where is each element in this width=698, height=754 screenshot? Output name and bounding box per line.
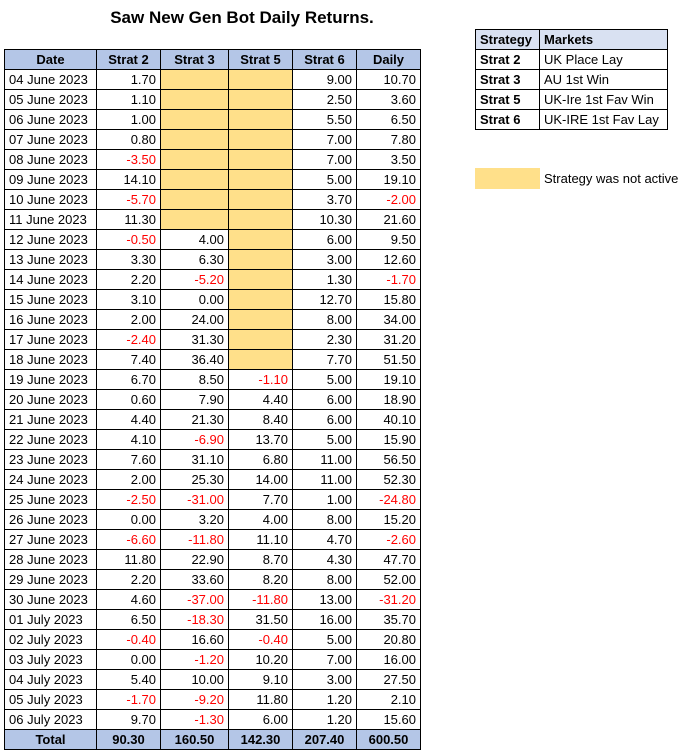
value-cell: -31.20 xyxy=(357,590,421,610)
table-row xyxy=(5,290,421,310)
table-row xyxy=(5,550,421,570)
date-cell: 05 June 2023 xyxy=(5,90,97,110)
sheet-title: Saw New Gen Bot Daily Returns. xyxy=(110,8,374,27)
value-cell: 2.00 xyxy=(97,310,161,330)
date-cell: 11 June 2023 xyxy=(5,210,97,230)
value-cell: 4.40 xyxy=(97,410,161,430)
value-cell xyxy=(229,70,293,90)
date-cell: 19 June 2023 xyxy=(5,370,97,390)
value-cell: 6.70 xyxy=(97,370,161,390)
value-cell: 51.50 xyxy=(357,350,421,370)
table-row xyxy=(5,410,421,430)
value-cell: 18.90 xyxy=(357,390,421,410)
table-row xyxy=(5,250,421,270)
value-cell: 6.00 xyxy=(293,230,357,250)
value-cell: 4.10 xyxy=(97,430,161,450)
value-cell: 15.60 xyxy=(357,710,421,730)
column-header: Strat 3 xyxy=(161,50,229,70)
table-row xyxy=(5,610,421,630)
table-row xyxy=(5,430,421,450)
value-cell: 21.30 xyxy=(161,410,229,430)
value-cell: 20.80 xyxy=(357,630,421,650)
value-cell: 21.60 xyxy=(357,210,421,230)
value-cell: 3.20 xyxy=(161,510,229,530)
value-cell xyxy=(161,210,229,230)
value-cell: 0.80 xyxy=(97,130,161,150)
value-cell: 6.00 xyxy=(293,410,357,430)
value-cell: -1.70 xyxy=(97,690,161,710)
value-cell: -6.90 xyxy=(161,430,229,450)
value-cell: -5.20 xyxy=(161,270,229,290)
value-cell: 7.40 xyxy=(97,350,161,370)
value-cell: 27.50 xyxy=(357,670,421,690)
value-cell: 16.00 xyxy=(357,650,421,670)
column-header: Strat 2 xyxy=(97,50,161,70)
total-value: 142.30 xyxy=(229,730,293,750)
table-row xyxy=(5,310,421,330)
value-cell: 22.90 xyxy=(161,550,229,570)
value-cell: 9.10 xyxy=(229,670,293,690)
strategy-code: Strat 5 xyxy=(476,90,540,110)
value-cell: -6.60 xyxy=(97,530,161,550)
value-cell: 1.00 xyxy=(97,110,161,130)
date-cell: 09 June 2023 xyxy=(5,170,97,190)
date-cell: 22 June 2023 xyxy=(5,430,97,450)
date-cell: 06 June 2023 xyxy=(5,110,97,130)
value-cell: 40.10 xyxy=(357,410,421,430)
value-cell: 9.00 xyxy=(293,70,357,90)
column-header: Strat 6 xyxy=(293,50,357,70)
value-cell: 7.00 xyxy=(293,650,357,670)
value-cell: 13.00 xyxy=(293,590,357,610)
value-cell: 3.10 xyxy=(97,290,161,310)
value-cell: 11.80 xyxy=(97,550,161,570)
value-cell: 6.00 xyxy=(229,710,293,730)
value-cell: 4.40 xyxy=(229,390,293,410)
value-cell: 3.00 xyxy=(293,250,357,270)
date-cell: 17 June 2023 xyxy=(5,330,97,350)
legend-row xyxy=(476,90,668,110)
value-cell: 8.00 xyxy=(293,310,357,330)
value-cell: 12.70 xyxy=(293,290,357,310)
date-cell: 14 June 2023 xyxy=(5,270,97,290)
value-cell xyxy=(161,190,229,210)
table-row xyxy=(5,630,421,650)
table-row xyxy=(5,150,421,170)
table-row xyxy=(5,210,421,230)
value-cell: 56.50 xyxy=(357,450,421,470)
date-cell: 24 June 2023 xyxy=(5,470,97,490)
table-row xyxy=(5,170,421,190)
value-cell: 47.70 xyxy=(357,550,421,570)
value-cell: 2.50 xyxy=(293,90,357,110)
total-value: 207.40 xyxy=(293,730,357,750)
value-cell: -31.00 xyxy=(161,490,229,510)
value-cell: 6.50 xyxy=(97,610,161,630)
date-cell: 04 July 2023 xyxy=(5,670,97,690)
value-cell: 31.20 xyxy=(357,330,421,350)
value-cell: 1.70 xyxy=(97,70,161,90)
total-value: 90.30 xyxy=(97,730,161,750)
value-cell xyxy=(229,290,293,310)
table-row xyxy=(5,270,421,290)
date-cell: 30 June 2023 xyxy=(5,590,97,610)
value-cell: 0.00 xyxy=(161,290,229,310)
value-cell xyxy=(161,150,229,170)
legend-header-row xyxy=(476,30,668,50)
market-name: UK Place Lay xyxy=(540,50,668,70)
inactive-swatch xyxy=(475,168,540,189)
market-name: AU 1st Win xyxy=(540,70,668,90)
total-value: 160.50 xyxy=(161,730,229,750)
value-cell: -11.80 xyxy=(161,530,229,550)
value-cell xyxy=(229,210,293,230)
value-cell: -2.00 xyxy=(357,190,421,210)
column-header: Strat 5 xyxy=(229,50,293,70)
table-row xyxy=(5,110,421,130)
returns-header-row xyxy=(5,50,421,70)
value-cell: 8.00 xyxy=(293,510,357,530)
strategy-code: Strat 3 xyxy=(476,70,540,90)
inactive-legend-text: Strategy was not active xyxy=(544,171,679,186)
value-cell: 2.00 xyxy=(97,470,161,490)
value-cell: -1.70 xyxy=(357,270,421,290)
value-cell: 6.80 xyxy=(229,450,293,470)
value-cell: -9.20 xyxy=(161,690,229,710)
value-cell: 52.30 xyxy=(357,470,421,490)
total-value: 600.50 xyxy=(357,730,421,750)
date-cell: 08 June 2023 xyxy=(5,150,97,170)
value-cell: 6.30 xyxy=(161,250,229,270)
value-cell: 3.00 xyxy=(293,670,357,690)
value-cell: 6.50 xyxy=(357,110,421,130)
value-cell: 7.60 xyxy=(97,450,161,470)
legend-row xyxy=(476,110,668,130)
value-cell: -0.40 xyxy=(229,630,293,650)
table-row xyxy=(5,470,421,490)
value-cell: 0.00 xyxy=(97,510,161,530)
value-cell: -37.00 xyxy=(161,590,229,610)
value-cell xyxy=(229,310,293,330)
value-cell: 15.80 xyxy=(357,290,421,310)
value-cell: 10.70 xyxy=(357,70,421,90)
value-cell xyxy=(229,230,293,250)
date-cell: 28 June 2023 xyxy=(5,550,97,570)
table-row xyxy=(5,330,421,350)
value-cell: 3.70 xyxy=(293,190,357,210)
value-cell: 31.50 xyxy=(229,610,293,630)
value-cell: 11.00 xyxy=(293,470,357,490)
date-cell: 03 July 2023 xyxy=(5,650,97,670)
value-cell: 4.00 xyxy=(161,230,229,250)
table-row xyxy=(5,590,421,610)
value-cell: -1.10 xyxy=(229,370,293,390)
value-cell: 33.60 xyxy=(161,570,229,590)
value-cell: 11.30 xyxy=(97,210,161,230)
value-cell: 11.10 xyxy=(229,530,293,550)
table-row xyxy=(5,650,421,670)
strategy-legend-table xyxy=(475,29,668,130)
value-cell: 8.70 xyxy=(229,550,293,570)
total-label: Total xyxy=(5,730,97,750)
date-cell: 13 June 2023 xyxy=(5,250,97,270)
value-cell: 4.30 xyxy=(293,550,357,570)
value-cell xyxy=(229,190,293,210)
value-cell: 4.60 xyxy=(97,590,161,610)
value-cell: 19.10 xyxy=(357,370,421,390)
date-cell: 07 June 2023 xyxy=(5,130,97,150)
table-row xyxy=(5,350,421,370)
value-cell: -2.40 xyxy=(97,330,161,350)
value-cell: 31.30 xyxy=(161,330,229,350)
date-cell: 20 June 2023 xyxy=(5,390,97,410)
value-cell: 5.00 xyxy=(293,370,357,390)
table-row xyxy=(5,230,421,250)
date-cell: 15 June 2023 xyxy=(5,290,97,310)
value-cell: 8.50 xyxy=(161,370,229,390)
date-cell: 10 June 2023 xyxy=(5,190,97,210)
value-cell: 14.00 xyxy=(229,470,293,490)
date-cell: 16 June 2023 xyxy=(5,310,97,330)
value-cell xyxy=(229,110,293,130)
value-cell: 16.00 xyxy=(293,610,357,630)
column-header: Daily xyxy=(357,50,421,70)
inactive-legend xyxy=(475,168,678,189)
value-cell: 1.20 xyxy=(293,690,357,710)
date-cell: 12 June 2023 xyxy=(5,230,97,250)
value-cell: -5.70 xyxy=(97,190,161,210)
strategy-code: Strat 6 xyxy=(476,110,540,130)
date-cell: 27 June 2023 xyxy=(5,530,97,550)
date-cell: 06 July 2023 xyxy=(5,710,97,730)
table-row xyxy=(5,390,421,410)
value-cell: 31.10 xyxy=(161,450,229,470)
value-cell: -18.30 xyxy=(161,610,229,630)
value-cell: 52.00 xyxy=(357,570,421,590)
table-row xyxy=(5,530,421,550)
value-cell: 15.90 xyxy=(357,430,421,450)
value-cell xyxy=(229,150,293,170)
value-cell: 14.10 xyxy=(97,170,161,190)
table-row xyxy=(5,670,421,690)
value-cell: 0.60 xyxy=(97,390,161,410)
date-cell: 18 June 2023 xyxy=(5,350,97,370)
value-cell xyxy=(229,350,293,370)
value-cell: 8.00 xyxy=(293,570,357,590)
value-cell: 19.10 xyxy=(357,170,421,190)
value-cell: 4.00 xyxy=(229,510,293,530)
value-cell: 7.80 xyxy=(357,130,421,150)
value-cell: 24.00 xyxy=(161,310,229,330)
value-cell: -0.50 xyxy=(97,230,161,250)
daily-returns-table xyxy=(4,49,421,750)
date-cell: 26 June 2023 xyxy=(5,510,97,530)
value-cell: 9.70 xyxy=(97,710,161,730)
value-cell: 12.60 xyxy=(357,250,421,270)
value-cell xyxy=(229,170,293,190)
value-cell: 0.00 xyxy=(97,650,161,670)
value-cell xyxy=(161,170,229,190)
value-cell: 10.30 xyxy=(293,210,357,230)
value-cell: 9.50 xyxy=(357,230,421,250)
value-cell: 10.00 xyxy=(161,670,229,690)
table-row xyxy=(5,490,421,510)
value-cell: -3.50 xyxy=(97,150,161,170)
value-cell: -2.60 xyxy=(357,530,421,550)
value-cell: 15.20 xyxy=(357,510,421,530)
value-cell: 3.50 xyxy=(357,150,421,170)
value-cell xyxy=(229,330,293,350)
table-row xyxy=(5,370,421,390)
value-cell: 1.20 xyxy=(293,710,357,730)
value-cell: -24.80 xyxy=(357,490,421,510)
value-cell: 3.60 xyxy=(357,90,421,110)
date-cell: 23 June 2023 xyxy=(5,450,97,470)
value-cell: 7.70 xyxy=(229,490,293,510)
table-row xyxy=(5,510,421,530)
value-cell: 4.70 xyxy=(293,530,357,550)
date-cell: 25 June 2023 xyxy=(5,490,97,510)
table-row xyxy=(5,710,421,730)
value-cell: 10.20 xyxy=(229,650,293,670)
value-cell: 1.10 xyxy=(97,90,161,110)
table-row xyxy=(5,70,421,90)
value-cell xyxy=(161,130,229,150)
value-cell: 2.20 xyxy=(97,570,161,590)
value-cell: -0.40 xyxy=(97,630,161,650)
market-name: UK-Ire 1st Fav Win xyxy=(540,90,668,110)
value-cell: 25.30 xyxy=(161,470,229,490)
value-cell: -1.30 xyxy=(161,710,229,730)
value-cell: 7.90 xyxy=(161,390,229,410)
value-cell: -2.50 xyxy=(97,490,161,510)
legend-row xyxy=(476,50,668,70)
value-cell: 5.00 xyxy=(293,430,357,450)
value-cell: 5.00 xyxy=(293,170,357,190)
value-cell: 3.30 xyxy=(97,250,161,270)
value-cell: 1.00 xyxy=(293,490,357,510)
date-cell: 04 June 2023 xyxy=(5,70,97,90)
value-cell: 7.00 xyxy=(293,130,357,150)
date-cell: 29 June 2023 xyxy=(5,570,97,590)
value-cell: 11.00 xyxy=(293,450,357,470)
value-cell: 7.00 xyxy=(293,150,357,170)
value-cell xyxy=(229,270,293,290)
value-cell xyxy=(229,90,293,110)
table-row xyxy=(5,190,421,210)
value-cell: 36.40 xyxy=(161,350,229,370)
value-cell xyxy=(161,110,229,130)
value-cell: 6.00 xyxy=(293,390,357,410)
market-name: UK-IRE 1st Fav Lay xyxy=(540,110,668,130)
value-cell xyxy=(161,90,229,110)
value-cell xyxy=(229,250,293,270)
legend-column-header: Strategy xyxy=(476,30,540,50)
value-cell: 8.20 xyxy=(229,570,293,590)
legend-row xyxy=(476,70,668,90)
value-cell: -11.80 xyxy=(229,590,293,610)
table-row xyxy=(5,570,421,590)
value-cell: 34.00 xyxy=(357,310,421,330)
value-cell: 16.60 xyxy=(161,630,229,650)
table-row xyxy=(5,450,421,470)
value-cell xyxy=(161,70,229,90)
value-cell: 5.50 xyxy=(293,110,357,130)
column-header: Date xyxy=(5,50,97,70)
total-row xyxy=(5,730,421,750)
value-cell: 2.20 xyxy=(97,270,161,290)
value-cell: 7.70 xyxy=(293,350,357,370)
value-cell: 2.10 xyxy=(357,690,421,710)
value-cell: 35.70 xyxy=(357,610,421,630)
value-cell: 2.30 xyxy=(293,330,357,350)
date-cell: 05 July 2023 xyxy=(5,690,97,710)
date-cell: 02 July 2023 xyxy=(5,630,97,650)
value-cell: -1.20 xyxy=(161,650,229,670)
value-cell: 5.40 xyxy=(97,670,161,690)
strategy-code: Strat 2 xyxy=(476,50,540,70)
value-cell: 5.00 xyxy=(293,630,357,650)
table-row xyxy=(5,690,421,710)
value-cell: 1.30 xyxy=(293,270,357,290)
table-row xyxy=(5,90,421,110)
value-cell: 11.80 xyxy=(229,690,293,710)
value-cell xyxy=(229,130,293,150)
date-cell: 21 June 2023 xyxy=(5,410,97,430)
table-row xyxy=(5,130,421,150)
legend-column-header: Markets xyxy=(540,30,668,50)
value-cell: 8.40 xyxy=(229,410,293,430)
date-cell: 01 July 2023 xyxy=(5,610,97,630)
value-cell: 13.70 xyxy=(229,430,293,450)
